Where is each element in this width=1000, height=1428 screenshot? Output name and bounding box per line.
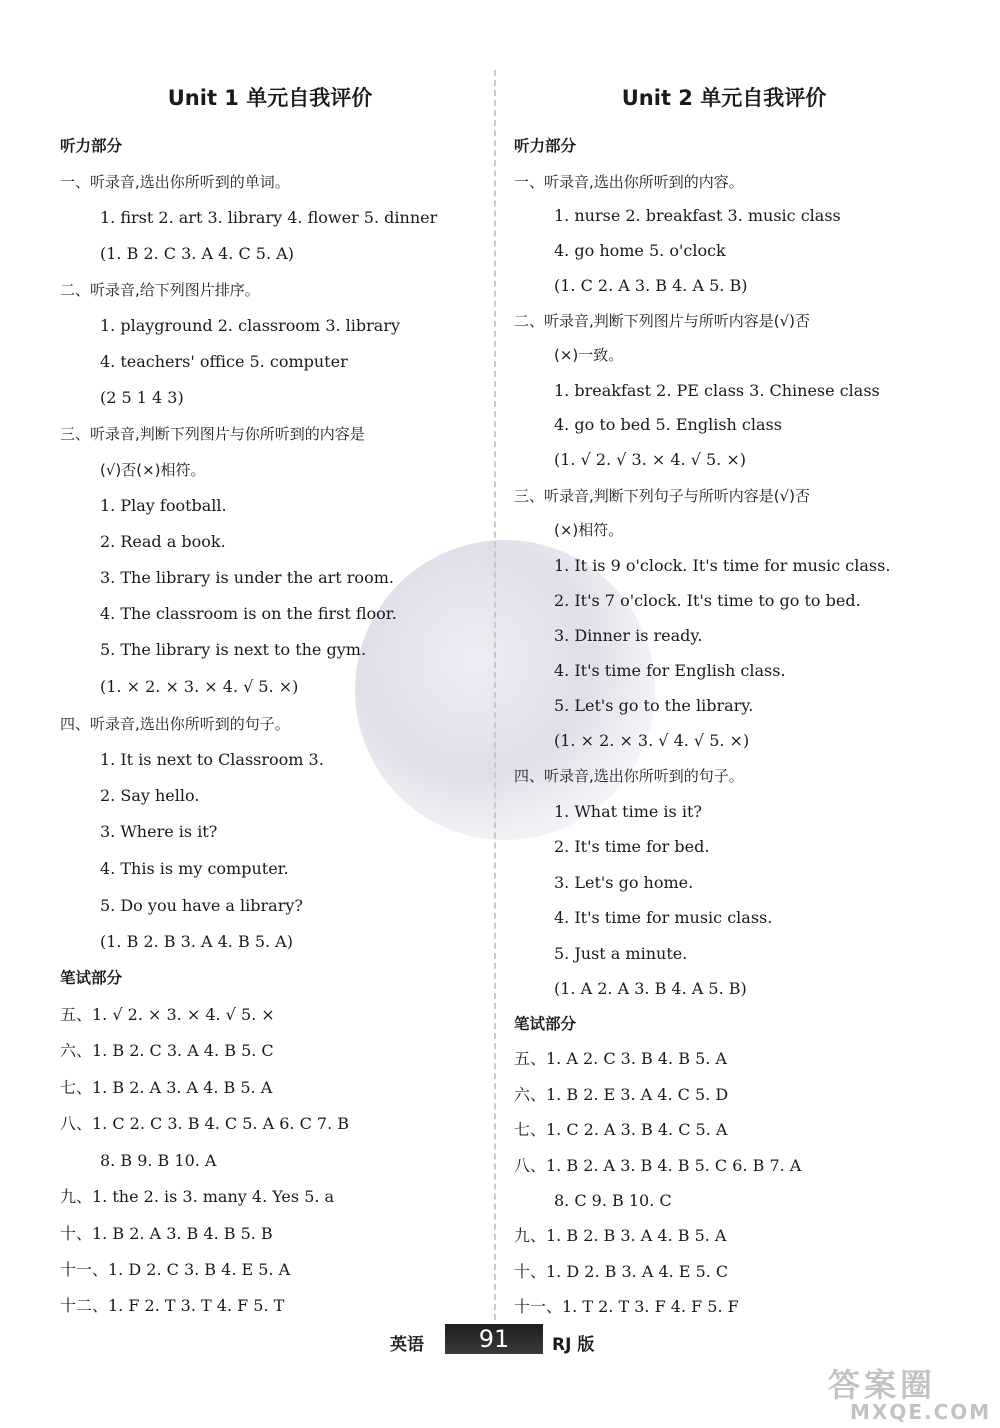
answer-line: 1. What time is it? [554, 802, 702, 821]
answer-line: (×)一致。 [554, 346, 624, 364]
answer-line: 一、听录音,选出你所听到的单词。 [60, 173, 290, 191]
answer-line: 2. It's 7 o'clock. It's time to go to bed. [554, 591, 861, 610]
footer-edition: RJ 版 [552, 1335, 595, 1355]
answer-line: 五、1. √ 2. × 3. × 4. √ 5. × [60, 1005, 275, 1024]
answer-line: 2. It's time for bed. [554, 837, 710, 856]
answer-line: 3. Let's go home. [554, 873, 694, 892]
page-number: 91 [445, 1324, 543, 1354]
answer-line: 二、听录音,判断下列图片与所听内容是(√)否 [514, 312, 811, 330]
answer-line: 4. go home 5. o'clock [554, 241, 726, 260]
site-watermark-logo [820, 1360, 995, 1426]
globe-watermark [355, 540, 655, 840]
answer-line: 2. Say hello. [100, 786, 200, 805]
answer-line: (√)否(×)相符。 [100, 461, 206, 479]
answer-line: (1. × 2. × 3. × 4. √ 5. ×) [100, 677, 299, 696]
answer-line: (1. B 2. B 3. A 4. B 5. A) [100, 932, 293, 951]
watermark-logo-en: MXQE.COM [850, 1400, 992, 1424]
answer-line: 听力部分 [514, 137, 577, 155]
answer-line: 三、听录音,判断下列句子与所听内容是(√)否 [514, 487, 811, 505]
answer-line: 九、1. the 2. is 3. many 4. Yes 5. a [60, 1187, 335, 1206]
answer-line: 1. breakfast 2. PE class 3. Chinese class [554, 381, 880, 400]
answer-line: 十、1. D 2. B 3. A 4. E 5. C [514, 1262, 729, 1281]
answer-line: 2. Read a book. [100, 532, 226, 551]
answer-line: 5. Do you have a library? [100, 896, 303, 915]
answer-line: 3. Dinner is ready. [554, 626, 703, 645]
answer-line: 1. It is next to Classroom 3. [100, 750, 324, 769]
answer-line: 四、听录音,选出你所听到的句子。 [514, 767, 744, 785]
answer-line: 听力部分 [60, 137, 123, 155]
answer-line: (1. C 2. A 3. B 4. A 5. B) [554, 276, 748, 295]
answer-line: 二、听录音,给下列图片排序。 [60, 281, 260, 299]
answer-line: 5. Let's go to the library. [554, 696, 754, 715]
answer-line: 3. The library is under the art room. [100, 568, 394, 587]
answer-line: (×)相符。 [554, 521, 624, 539]
answer-line: 4. go to bed 5. English class [554, 415, 782, 434]
column-divider [494, 70, 496, 1320]
answer-line: 笔试部分 [514, 1015, 577, 1033]
answer-line: 4. teachers' office 5. computer [100, 352, 348, 371]
answer-line: 六、1. B 2. C 3. A 4. B 5. C [60, 1041, 274, 1060]
page-footer [0, 1322, 1000, 1358]
answer-line: 九、1. B 2. B 3. A 4. B 5. A [514, 1226, 727, 1245]
answer-line: 十一、1. D 2. C 3. B 4. E 5. A [60, 1260, 291, 1279]
answer-line: 1. It is 9 o'clock. It's time for music class. [554, 556, 891, 575]
answer-line: 3. Where is it? [100, 822, 218, 841]
answer-line: 8. B 9. B 10. A [100, 1151, 217, 1170]
answer-line: 十一、1. T 2. T 3. F 4. F 5. F [514, 1297, 739, 1316]
answer-line: 八、1. C 2. C 3. B 4. C 5. A 6. C 7. B [60, 1114, 350, 1133]
answer-line: 1. first 2. art 3. library 4. flower 5. dinner [100, 208, 438, 227]
footer-subject: 英语 [390, 1335, 424, 1355]
answer-line: 8. C 9. B 10. C [554, 1191, 672, 1210]
answer-line: 四、听录音,选出你所听到的句子。 [60, 715, 290, 733]
answer-line: 八、1. B 2. A 3. B 4. B 5. C 6. B 7. A [514, 1156, 802, 1175]
unit2-title: Unit 2 单元自我评价 [621, 86, 827, 110]
answer-line: 笔试部分 [60, 969, 123, 987]
answer-line: 十二、1. F 2. T 3. T 4. F 5. T [60, 1296, 285, 1315]
answer-line: 一、听录音,选出你所听到的内容。 [514, 173, 744, 191]
answer-line: (1. √ 2. √ 3. × 4. √ 5. ×) [554, 450, 746, 469]
answer-line: 1. nurse 2. breakfast 3. music class [554, 206, 841, 225]
unit1-title: Unit 1 单元自我评价 [167, 86, 373, 110]
answer-line: 1. playground 2. classroom 3. library [100, 316, 401, 335]
answer-line: (1. A 2. A 3. B 4. A 5. B) [554, 979, 747, 998]
answer-line: 七、1. C 2. A 3. B 4. C 5. A [514, 1120, 728, 1139]
answer-line: 5. The library is next to the gym. [100, 640, 367, 659]
answer-line: 三、听录音,判断下列图片与你所听到的内容是 [60, 425, 365, 443]
answer-line: 4. It's time for music class. [554, 908, 773, 927]
answer-line: 5. Just a minute. [554, 944, 688, 963]
answer-line: 六、1. B 2. E 3. A 4. C 5. D [514, 1085, 729, 1104]
answer-line: 4. This is my computer. [100, 859, 289, 878]
answer-line: (2 5 1 4 3) [100, 388, 184, 407]
watermark-logo-cn: 答案圈 [828, 1366, 937, 1404]
answer-line: 五、1. A 2. C 3. B 4. B 5. A [514, 1049, 727, 1068]
answer-line: 十、1. B 2. A 3. B 4. B 5. B [60, 1224, 273, 1243]
answer-line: 七、1. B 2. A 3. A 4. B 5. A [60, 1078, 273, 1097]
answer-line: 4. It's time for English class. [554, 661, 786, 680]
answer-line: 4. The classroom is on the first floor. [100, 604, 397, 623]
answer-line: (1. × 2. × 3. √ 4. √ 5. ×) [554, 731, 750, 750]
answer-line: (1. B 2. C 3. A 4. C 5. A) [100, 244, 294, 263]
answer-line: 1. Play football. [100, 496, 227, 515]
